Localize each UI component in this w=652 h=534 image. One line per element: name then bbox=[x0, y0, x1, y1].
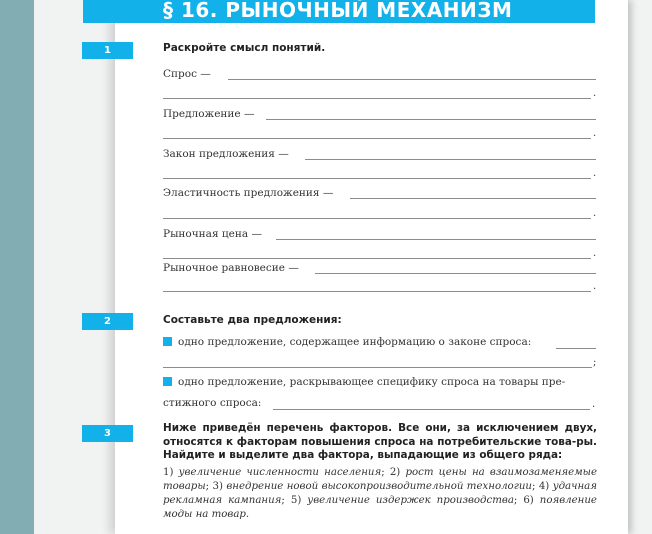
factor-item[interactable]: внедрение новой высокопроизводительной технологии bbox=[226, 481, 532, 492]
task3-title: Ниже приведён перечень факторов. Все они, за исключением двух, относятся к факторам повышения спроса на потребительские това-ры. Найдите и выделите два фактора, выпадающие из общего ряда: bbox=[163, 422, 597, 461]
term-label: Закон предложения — bbox=[163, 148, 289, 160]
line-end-mark: . bbox=[593, 128, 597, 139]
factor-item[interactable]: рост цены на взаимозаменяемые товары bbox=[163, 467, 597, 492]
factor-item[interactable]: удачная рекламная кампания bbox=[163, 481, 597, 506]
answer-line[interactable] bbox=[350, 198, 596, 199]
answer-line[interactable] bbox=[276, 239, 596, 240]
section-title: § 16. РЫНОЧНЫЙ МЕХАНИЗМ bbox=[163, 0, 513, 22]
line-end-mark: . bbox=[593, 248, 597, 259]
task-number-badge-2: 2 bbox=[82, 313, 133, 330]
task-number-badge-1: 1 bbox=[82, 42, 133, 59]
section-header bbox=[83, 0, 595, 23]
answer-line[interactable] bbox=[163, 367, 592, 368]
task2-item-2-continuation: стижного спроса: bbox=[163, 397, 262, 409]
answer-line[interactable] bbox=[556, 348, 596, 349]
square-bullet-icon bbox=[163, 377, 172, 386]
factor-number: 1) bbox=[163, 467, 174, 478]
answer-line[interactable] bbox=[315, 273, 596, 274]
answer-line[interactable] bbox=[163, 291, 591, 292]
factor-number: 3) bbox=[212, 481, 223, 492]
line-end-mark: . bbox=[593, 208, 597, 219]
factor-separator: ; bbox=[281, 495, 285, 506]
task2-item-1-text: одно предложение, содержащее информацию о законе спроса: bbox=[178, 336, 532, 348]
answer-line[interactable] bbox=[273, 409, 590, 410]
task1-title: Раскройте смысл понятий. bbox=[163, 42, 326, 54]
factor-item[interactable]: увеличение издержек производства bbox=[307, 495, 514, 506]
answer-line[interactable] bbox=[163, 258, 591, 259]
answer-line[interactable] bbox=[266, 119, 596, 120]
task-number-badge-3: 3 bbox=[82, 425, 133, 442]
answer-line[interactable] bbox=[163, 218, 591, 219]
factor-separator: ; bbox=[531, 481, 536, 492]
factor-number: 2) bbox=[389, 467, 401, 478]
line-end-mark: . bbox=[593, 88, 597, 99]
answer-line[interactable] bbox=[305, 159, 596, 160]
term-label: Рыночная цена — bbox=[163, 228, 262, 240]
line-end-mark: . bbox=[592, 399, 596, 410]
answer-line[interactable] bbox=[163, 178, 591, 179]
factor-number: 4) bbox=[538, 481, 550, 492]
term-label: Рыночное равновесие — bbox=[163, 262, 299, 274]
line-end-mark: ; bbox=[593, 357, 597, 368]
answer-line[interactable] bbox=[163, 98, 591, 99]
factor-separator: . bbox=[245, 509, 250, 520]
task2-item-2-text: одно предложение, раскрывающее специфику спроса на товары пре- bbox=[178, 376, 566, 388]
factor-separator: ; bbox=[513, 495, 518, 506]
answer-line[interactable] bbox=[163, 138, 591, 139]
factor-separator: ; bbox=[205, 481, 210, 492]
task2-item-1 bbox=[163, 336, 531, 348]
term-label: Эластичность предложения — bbox=[163, 187, 334, 199]
task3-factor-list[interactable] bbox=[163, 466, 597, 522]
square-bullet-icon bbox=[163, 337, 172, 346]
left-edge-strip bbox=[0, 0, 34, 534]
factor-number: 5) bbox=[290, 495, 302, 506]
factor-separator: ; bbox=[381, 467, 385, 478]
factor-number: 6) bbox=[523, 495, 534, 506]
line-end-mark: . bbox=[593, 281, 597, 292]
answer-line[interactable] bbox=[228, 79, 596, 80]
line-end-mark: . bbox=[593, 168, 597, 179]
task2-title: Составьте два предложения: bbox=[163, 314, 342, 326]
factor-item[interactable]: появление моды на товар bbox=[163, 495, 597, 520]
term-label: Спрос — bbox=[163, 68, 211, 80]
factor-item[interactable]: увеличение численности населения bbox=[178, 467, 382, 478]
task2-item-2 bbox=[163, 376, 565, 388]
term-label: Предложение — bbox=[163, 108, 255, 120]
